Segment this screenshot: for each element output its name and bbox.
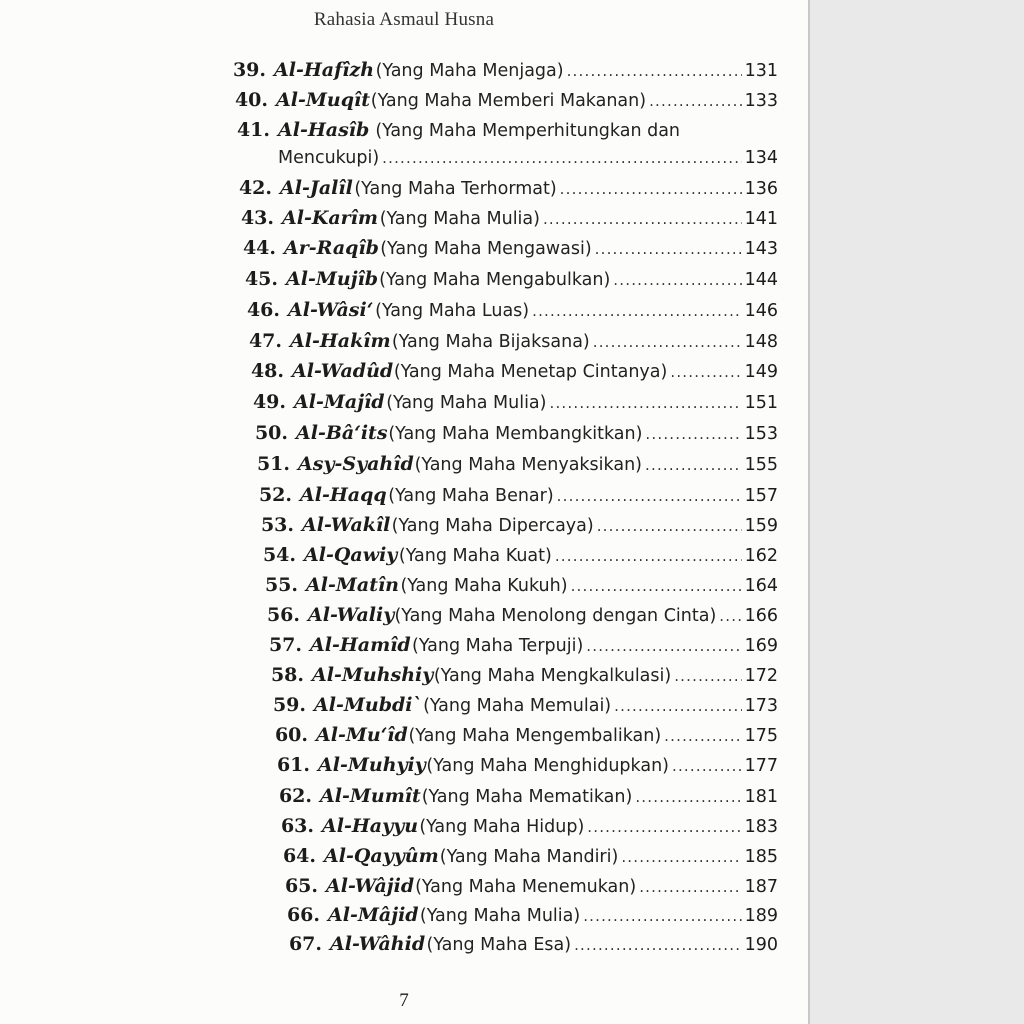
- entry-number: 64.: [282, 845, 316, 867]
- dot-leader: [597, 512, 742, 540]
- entry-description: (Yang Maha Menyaksikan): [414, 455, 643, 475]
- entry-name: Asy-Syahîd: [298, 453, 414, 475]
- running-header: Rahasia Asmaul Husna: [313, 9, 495, 30]
- entry-page-number: 183: [744, 817, 778, 837]
- entry-number: 55.: [264, 574, 298, 596]
- dot-leader: [645, 420, 741, 448]
- dot-leader: [543, 205, 742, 233]
- entry-name: Al-Waliy: [308, 604, 395, 626]
- entry-description: (Yang Maha Mulia): [386, 393, 547, 413]
- entry-description: (Yang Maha Mulia): [419, 906, 581, 926]
- entry-description: (Yang Maha Mengawasi): [380, 239, 592, 259]
- entry-page-number: 173: [744, 696, 778, 716]
- toc-entry: [234, 204, 778, 232]
- entry-page-number: 187: [744, 877, 778, 897]
- entry-name: Al-Muhshiy: [312, 664, 434, 686]
- toc-entry: [232, 174, 778, 202]
- toc-entry: [256, 541, 778, 569]
- dot-leader: [664, 722, 741, 750]
- entry-description: (Yang Maha Hidup): [419, 817, 585, 837]
- toc-entry: [252, 481, 778, 509]
- toc-entry: [266, 691, 778, 719]
- entry-description: (Yang Maha Mandiri): [439, 847, 619, 867]
- entry-name: Al-Qayyûm: [324, 845, 439, 867]
- page-edge: [808, 0, 810, 1024]
- dot-leader: [382, 144, 741, 172]
- entry-name: Al-Muqît: [276, 89, 370, 111]
- entry-page-number: 189: [744, 906, 778, 926]
- toc-entry: [228, 86, 778, 114]
- dot-leader: [674, 662, 741, 690]
- dot-leader: [719, 602, 741, 630]
- entry-number: 54.: [262, 544, 296, 566]
- entry-name: Al-Muhyiy: [318, 754, 426, 776]
- entry-page-number: 131: [744, 61, 778, 81]
- dot-leader: [549, 389, 741, 417]
- entry-page-number: 155: [744, 455, 778, 475]
- entry-page-number: 153: [744, 424, 778, 444]
- entry-page-number: 144: [744, 270, 778, 290]
- toc-entry: [258, 571, 778, 599]
- dot-leader: [593, 328, 742, 356]
- entry-description: (Yang Maha Terpuji): [412, 636, 584, 656]
- entry-description: (Yang Maha Menjaga): [375, 61, 564, 81]
- toc-entry: [254, 511, 778, 539]
- entry-page-number: 136: [744, 179, 778, 199]
- entry-description: (Yang Maha Dipercaya): [391, 516, 594, 536]
- entry-name: Al-Wâhid: [330, 933, 426, 955]
- entry-name: Al-Wakîl: [302, 514, 391, 536]
- entry-description: (Yang Maha Kuat): [398, 546, 552, 566]
- entry-page-number: 133: [744, 91, 778, 111]
- entry-description: (Yang Maha Bijaksana): [391, 332, 590, 352]
- entry-page-number: 175: [744, 726, 778, 746]
- entry-number: 66.: [286, 904, 320, 926]
- entry-number: 56.: [266, 604, 300, 626]
- entry-page-number: 149: [744, 362, 778, 382]
- entry-description: (Yang Maha Membangkitkan): [388, 424, 643, 444]
- entry-number: 40.: [234, 89, 268, 111]
- dot-leader: [613, 266, 741, 294]
- entry-name: Al-Wadûd: [292, 360, 394, 382]
- entry-description: (Yang Maha Mengkalkulasi): [433, 666, 672, 686]
- toc-entry: [246, 388, 778, 416]
- entry-number: 51.: [256, 453, 290, 475]
- dot-leader: [645, 451, 742, 479]
- entry-description: (Yang Maha Memulai): [423, 696, 612, 716]
- dot-leader: [583, 902, 741, 930]
- entry-number: 39.: [232, 59, 266, 81]
- entry-name: Al-Mu‘îd: [316, 724, 408, 746]
- entry-page-number: 172: [744, 666, 778, 686]
- entry-page-number: 169: [744, 636, 778, 656]
- entry-name: Al-Hasîb: [278, 119, 370, 141]
- entry-name: Al-Karîm: [282, 207, 379, 229]
- toc-entry: [230, 116, 778, 172]
- entry-name: Al-Mubdi`: [314, 694, 422, 716]
- toc-entry: [236, 234, 778, 262]
- dot-leader: [586, 632, 741, 660]
- entry-description: (Yang Maha Memberi Makanan): [370, 91, 647, 111]
- entry-page-number: 157: [744, 486, 778, 506]
- entry-description: (Yang Maha Luas): [375, 301, 530, 321]
- entry-name: Al-Qawiy: [304, 544, 398, 566]
- entry-page-number: 134: [744, 148, 778, 168]
- toc-entry: [270, 751, 778, 779]
- entry-description: (Yang Maha Menghidupkan): [426, 756, 669, 776]
- entry-number: 58.: [270, 664, 304, 686]
- toc-entry: [262, 631, 778, 659]
- entry-name: Al-Hakîm: [290, 330, 391, 352]
- entry-number: 42.: [238, 177, 272, 199]
- dot-leader: [614, 692, 741, 720]
- entry-number: 44.: [242, 237, 276, 259]
- entry-name: Al-Mujîb: [286, 268, 379, 290]
- entry-page-number: 190: [744, 935, 778, 955]
- entry-number: 48.: [250, 360, 284, 382]
- entry-description: (Yang Maha Memperhitungkan dan: [375, 121, 681, 141]
- entry-page-number: 159: [744, 516, 778, 536]
- entry-name: Al-Wâsi‘: [288, 299, 374, 321]
- entry-number: 62.: [278, 785, 312, 807]
- entry-page-number: 143: [744, 239, 778, 259]
- toc-entry: [242, 327, 778, 355]
- entry-name: Al-Mumît: [320, 785, 421, 807]
- entry-number: 52.: [258, 484, 292, 506]
- entry-name: Al-Mâjid: [328, 904, 419, 926]
- entry-name: Al-Hamîd: [310, 634, 411, 656]
- dot-leader: [557, 482, 742, 510]
- entry-number: 63.: [280, 815, 314, 837]
- toc-entry: [264, 661, 778, 689]
- entry-name: Al-Wâjid: [326, 875, 415, 897]
- toc-entry: [240, 296, 778, 324]
- entry-name: Al-Bâ‘its: [296, 422, 388, 444]
- entry-name: Al-Matîn: [306, 574, 399, 596]
- entry-number: 57.: [268, 634, 302, 656]
- dot-leader: [560, 175, 742, 203]
- entry-page-number: 162: [744, 546, 778, 566]
- dot-leader: [571, 572, 742, 600]
- page-number: 7: [399, 990, 409, 1011]
- entry-description: (Yang Maha Terhormat): [354, 179, 557, 199]
- entry-description: (Yang Maha Mematikan): [421, 787, 633, 807]
- entry-number: 49.: [252, 391, 286, 413]
- dot-leader: [555, 542, 742, 570]
- entry-page-number: 177: [744, 756, 778, 776]
- entry-page-number: 151: [744, 393, 778, 413]
- entry-number: 50.: [254, 422, 288, 444]
- entry-number: 46.: [246, 299, 280, 321]
- entry-number: 47.: [248, 330, 282, 352]
- entry-page-number: 141: [744, 209, 778, 229]
- dot-leader: [639, 873, 741, 901]
- toc-entry: [250, 450, 778, 478]
- entry-number: 41.: [236, 119, 270, 141]
- toc-entry: [272, 782, 778, 810]
- entry-number: 67.: [288, 933, 322, 955]
- entry-number: 61.: [276, 754, 310, 776]
- dot-leader: [567, 57, 742, 85]
- toc-entry: [268, 721, 778, 749]
- entry-description: (Yang Maha Menetap Cintanya): [393, 362, 668, 382]
- entry-page-number: 148: [744, 332, 778, 352]
- entry-page-number: 181: [744, 787, 778, 807]
- toc-entry: [282, 930, 778, 958]
- entry-name: Al-Jalîl: [280, 177, 353, 199]
- entry-name: Al-Haqq: [300, 484, 387, 506]
- entry-description: (Yang Maha Mengembalikan): [408, 726, 662, 746]
- entry-page-number: 146: [744, 301, 778, 321]
- entry-number: 53.: [260, 514, 294, 536]
- entry-description: (Yang Maha Esa): [426, 935, 572, 955]
- entry-page-number: 185: [744, 847, 778, 867]
- toc-entry: [260, 601, 778, 629]
- toc-entry: [274, 812, 778, 840]
- entry-description-continued: Mencukupi): [278, 148, 380, 168]
- dot-leader: [587, 813, 741, 841]
- toc-entry: [278, 872, 778, 900]
- dot-leader: [621, 843, 741, 871]
- entry-description: (Yang Maha Kukuh): [400, 576, 568, 596]
- toc-entry: [248, 419, 778, 447]
- dot-leader: [635, 783, 741, 811]
- entry-page-number: 166: [744, 606, 778, 626]
- dot-leader: [532, 297, 741, 325]
- entry-description: (Yang Maha Mengabulkan): [379, 270, 611, 290]
- entry-number: 43.: [240, 207, 274, 229]
- toc-entry: [276, 842, 778, 870]
- dot-leader: [670, 358, 741, 386]
- dot-leader: [595, 235, 742, 263]
- entry-description: (Yang Maha Menolong dengan Cinta): [394, 606, 717, 626]
- entry-number: 60.: [274, 724, 308, 746]
- entry-name: Al-Majîd: [294, 391, 385, 413]
- entry-name: Al-Hafîzh: [274, 59, 375, 81]
- entry-name: Al-Hayyu: [322, 815, 419, 837]
- entry-description: (Yang Maha Benar): [388, 486, 554, 506]
- entry-number: 65.: [284, 875, 318, 897]
- entry-number: 59.: [272, 694, 306, 716]
- entry-page-number: 164: [744, 576, 778, 596]
- toc-entry: [226, 56, 778, 84]
- entry-number: 45.: [244, 268, 278, 290]
- dot-leader: [672, 752, 742, 780]
- toc-entry: [280, 901, 778, 929]
- entry-name: Ar-Raqîb: [284, 237, 379, 259]
- toc-entry: [244, 357, 778, 385]
- dot-leader: [649, 87, 742, 115]
- dot-leader: [574, 931, 742, 959]
- entry-description: (Yang Maha Mulia): [379, 209, 540, 229]
- entry-description: (Yang Maha Menemukan): [415, 877, 637, 897]
- toc-entry: [238, 265, 778, 293]
